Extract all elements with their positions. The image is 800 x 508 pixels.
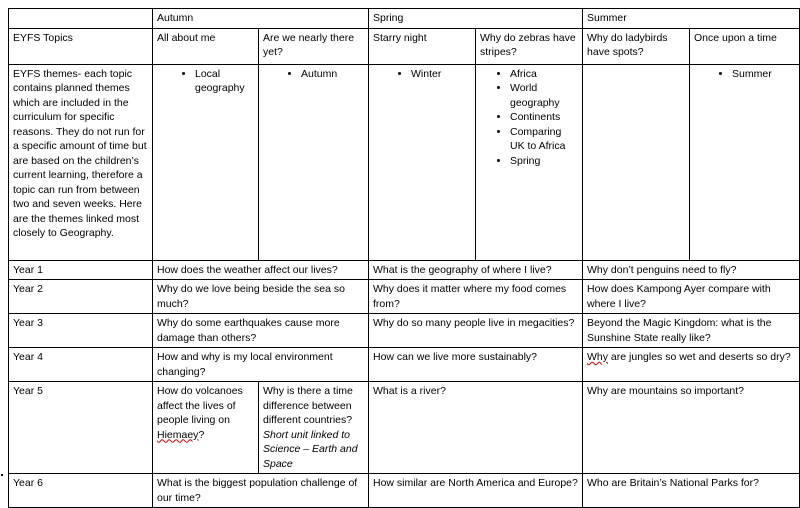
themes-cell — [259, 64, 369, 260]
stray-dot — [1, 474, 3, 476]
topic-cell: Why do zebras have stripes? — [476, 28, 583, 64]
topics-row — [9, 28, 800, 64]
autumn-question — [153, 382, 259, 474]
summer-question-text: are jungles so wet and deserts so dry? — [608, 351, 791, 363]
autumn-question: Why do some earthquakes cause more damage than others? — [153, 314, 369, 348]
spring-question: How similar are North America and Europe? — [369, 474, 583, 508]
year-label: Year 2 — [9, 280, 153, 314]
spring-question: How can we live more sustainably? — [369, 348, 583, 382]
autumn-question: What is the biggest population challenge of our time? — [153, 474, 369, 508]
theme-list — [263, 67, 364, 82]
theme-item: • Comparing UK to Africa — [510, 125, 578, 154]
topics-label: EYFS Topics — [9, 28, 153, 64]
theme-item: • World geography — [510, 81, 578, 110]
topic-cell: Once upon a time — [690, 28, 800, 64]
spring-header: Spring — [369, 9, 583, 29]
theme-item: • Local geography — [195, 67, 254, 96]
theme-item: • Summer — [732, 67, 795, 82]
theme-item: • Spring — [510, 154, 578, 169]
autumn-question-text: How do volcanoes affect the lives of people living on — [157, 385, 243, 426]
year-label: Year 6 — [9, 474, 153, 508]
autumn-question — [259, 382, 369, 474]
autumn-question: Why do we love being beside the sea so much? — [153, 280, 369, 314]
topic-cell: Why do ladybirds have spots? — [583, 28, 690, 64]
unit-note: Short unit linked to Science – Earth and Space — [263, 428, 358, 470]
spellcheck-flagged-word: Hiemaey — [157, 428, 199, 441]
theme-item: • Africa — [510, 67, 578, 82]
summer-question: Who are Britain’s National Parks for? — [583, 474, 800, 508]
theme-item: • Autumn — [301, 67, 364, 82]
spring-question: Why do so many people live in megacities? — [369, 314, 583, 348]
year-row — [9, 260, 800, 280]
topic-cell: Starry night — [369, 28, 476, 64]
autumn-header: Autumn — [153, 9, 369, 29]
summer-question — [583, 348, 800, 382]
themes-cell — [476, 64, 583, 260]
year-label: Year 1 — [9, 260, 153, 280]
topic-cell: Are we nearly there yet? — [259, 28, 369, 64]
theme-item: • Continents — [510, 110, 578, 125]
themes-cell — [690, 64, 800, 260]
theme-list — [480, 67, 578, 169]
theme-item: • Winter — [411, 67, 471, 82]
curriculum-table — [8, 8, 800, 508]
summer-question: Why don’t penguins need to fly? — [583, 260, 800, 280]
autumn-question: How does the weather affect our lives? — [153, 260, 369, 280]
spring-question: What is the geography of where I live? — [369, 260, 583, 280]
themes-cell — [583, 64, 690, 260]
theme-list — [157, 67, 254, 96]
year-label: Year 4 — [9, 348, 153, 382]
corner-cell — [9, 9, 153, 29]
year-row — [9, 474, 800, 508]
autumn-question-text: Why is there a time difference between different countries? — [263, 385, 353, 426]
summer-question: Why are mountains so important? — [583, 382, 800, 474]
season-header-row — [9, 9, 800, 29]
year-row — [9, 382, 800, 474]
year-row — [9, 314, 800, 348]
summer-header: Summer — [583, 9, 800, 29]
year-label: Year 5 — [9, 382, 153, 474]
summer-question: Beyond the Magic Kingdom: what is the Sunshine State really like? — [583, 314, 800, 348]
year-row — [9, 280, 800, 314]
spellcheck-flagged-word: Why — [587, 351, 609, 363]
question-mark: ? — [198, 428, 205, 441]
year-label: Year 3 — [9, 314, 153, 348]
topic-cell: All about me — [153, 28, 259, 64]
autumn-question: How and why is my local environment changing? — [153, 348, 369, 382]
summer-question: How does Kampong Ayer compare with where I live? — [583, 280, 800, 314]
themes-row — [9, 64, 800, 260]
themes-cell — [153, 64, 259, 260]
themes-description: EYFS themes- each topic contains planned themes which are included in the curriculum for specific reasons. They do not run for a specific amount of time but are based on the children’s current learning, therefore a topic can run from between two and seven weeks. Here are the themes linked most closely to Geography. — [9, 64, 153, 260]
spring-question: Why does it matter where my food comes from? — [369, 280, 583, 314]
year-row — [9, 348, 800, 382]
theme-list — [373, 67, 471, 82]
themes-cell — [369, 64, 476, 260]
theme-list — [694, 67, 795, 82]
spring-question: What is a river? — [369, 382, 583, 474]
